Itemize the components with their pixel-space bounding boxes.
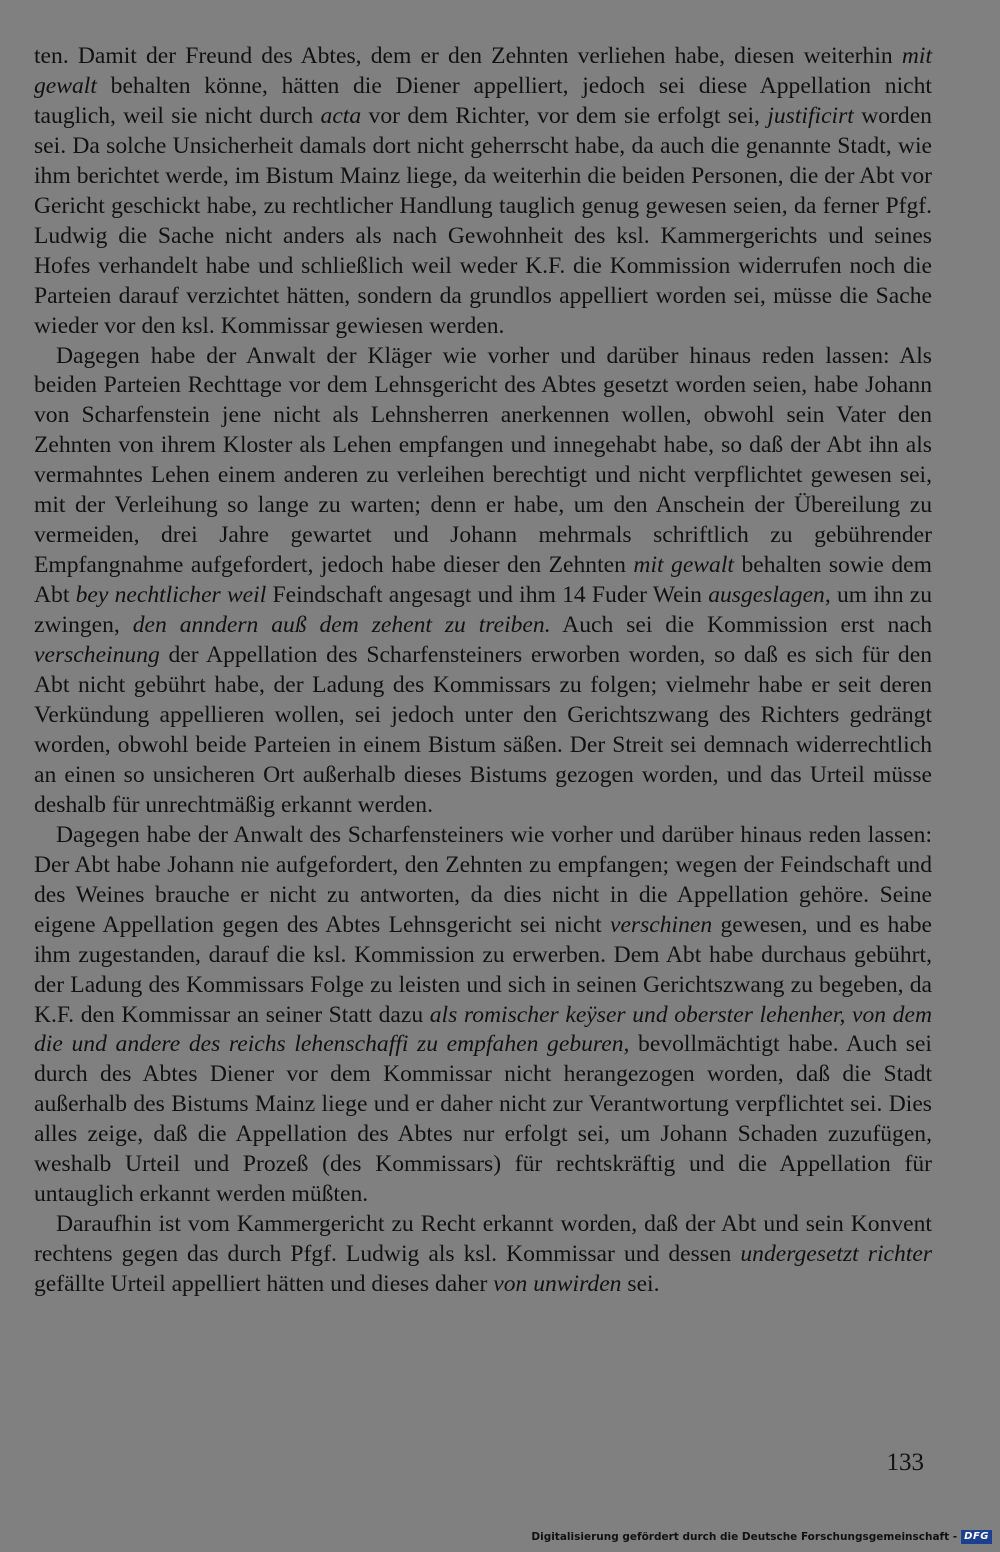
italic-quote: ausgeslagen, (708, 582, 831, 609)
italic-quote: acta (320, 102, 362, 129)
paragraph (34, 342, 932, 821)
paragraph (34, 821, 932, 1210)
text-segment: ten. Damit der Freund des Abtes, dem er den Zehnten verliehen habe, diesen weiterhin (34, 43, 902, 69)
text-segment: gefällte Urteil appelliert hätten und dieses daher (34, 1271, 494, 1298)
text-segment: sei. (621, 1271, 660, 1298)
text-segment: worden sei. Da solche Unsicherheit damals dort nicht geherrscht habe, da auch die genannte Stadt, wie ihm berichtet werde, im Bistum Mainz liege, da weiterhin die beiden Personen, die der Abt vor Gericht geschickt habe, zu rechtlicher Handlung tauglich genug gewesen seien, da ferner Pfgf. Ludwig die Sache nicht anders als nach Gewohnheit des ksl. Kammergerichts und seines Hofes verhandelt habe und schließlich weil weder K.F. die Kommission widerrufen noch die Parteien darauf verzichtet hätten, sondern da grundlos appelliert worden sei, müsse die Sache wieder vor den ksl. Kommissar gewiesen werden. (34, 102, 932, 339)
text-segment: behalten sowie dem Abt (34, 552, 933, 609)
digitization-footer (531, 1528, 992, 1546)
italic-quote: undergesetzt richter (740, 1241, 932, 1268)
dfg-logo-icon: DFG (961, 1530, 992, 1544)
text-segment: bevollmächtigt habe. Auch sei durch des Abtes Diener vor dem Kommissar nicht herangezogen worden, daß die Stadt außerhalb des Bistums Mainz liege und er daher nicht zur Verantwortung verpflichtet sei. Dies alles zeige, daß die Appellation des Abtes nur erfolgt sei, um Johann Schaden zuzufügen, weshalb Urteil und Prozeß (des Kommissars) für rechtskräftig und die Appellation für untauglich erkannt werden müßten. (34, 1031, 932, 1208)
italic-quote: als romischer keÿser und oberster lehenher, von dem die und andere des reichs lehenschaffi zu empfahen geburen, (34, 1001, 932, 1058)
italic-quote: von unwirden (493, 1271, 622, 1298)
text-segment: Feindschaft angesagt und ihm 14 Fuder Wein (266, 582, 709, 609)
text-segment: Dagegen habe der Anwalt der Kläger wie vorher und darüber hinaus reden lassen: Als beiden Parteien Rechttage vor dem Lehnsgericht des Abtes gesetzt worden seien, habe Johann von Scharfenstein jene nicht als Lehnsherren anerkennen wollen, obwohl sein Vater den Zehnten von ihrem Kloster als Lehen empfangen und innegehabt habe, so daß der Abt ihn als vermahntes Lehen einem anderen zu verleihen berechtigt und nicht verpflichtet gewesen sei, mit der Verleihung so lange zu warten; denn er habe, um den Anschein der Übereilung zu vermeiden, drei Jahre gewartet und Johann mehrmals schriftlich zu gebührender Empfangnahme aufgefordert, jedoch habe dieser den Zehnten (34, 342, 932, 579)
italic-quote: den anndern auß dem zehent zu treiben. (132, 612, 551, 639)
body-text (34, 42, 932, 1300)
text-segment: Daraufhin ist vom Kammergericht zu Recht erkannt worden, daß der Abt und sein Konvent rechtens gegen das durch Pfgf. Ludwig als ksl. Kommissar und dessen (34, 1211, 932, 1268)
italic-quote: bey nechtlicher weil (75, 582, 267, 609)
italic-quote: justificirt (767, 102, 854, 129)
italic-quote: mit gewalt (34, 43, 932, 99)
text-segment: behalten könne, hätten die Diener appelliert, jedoch sei diese Appellation nicht tauglich, weil sie nicht durch (34, 72, 932, 129)
text-segment: der Appellation des Scharfensteiners erworben worden, so daß es sich für den Abt nicht gebührt habe, der Ladung des Kommissars zu folgen; vielmehr habe er seit deren Verkündung appellieren wollen, sei jedoch unter den Gerichtszwang des Richters gedrängt worden, obwohl beide Parteien in einem Bistum säßen. Der Streit sei demnach widerrechtlich an einen so unsicheren Ort außerhalb dieses Bistums gezogen worden, und das Urteil müsse deshalb für unrechtmäßig erkannt werden. (34, 642, 932, 818)
text-segment: vor dem Richter, vor dem sie erfolgt sei, (361, 102, 768, 129)
paragraph (34, 42, 932, 342)
text-segment: um ihn zu zwingen, (34, 582, 932, 639)
italic-quote: verschinen (609, 911, 713, 938)
text-segment: Auch sei die Kommission erst nach (550, 612, 933, 639)
page-number: 133 (886, 1449, 924, 1476)
footer-credit-text: Digitalisierung gefördert durch die Deutsche Forschungsgemeinschaft - (531, 1531, 958, 1543)
text-segment: gewesen, und es habe ihm zugestanden, darauf die ksl. Kommission zu erwerben. Dem Abt habe durchaus gebührt, der Ladung des Kommissars Folge zu leisten und sich in seinen Gerichtszwang zu begeben, da K.F. den Kommissar an seiner Statt dazu (34, 911, 932, 1028)
paragraph (34, 1210, 932, 1300)
italic-quote: verscheinung (34, 642, 160, 669)
text-segment: Dagegen habe der Anwalt des Scharfensteiners wie vorher und darüber hinaus reden lassen: Der Abt habe Johann nie aufgefordert, den Zehnten zu empfangen; wegen der Feindschaft und des Weines brauche er nicht zu antworten, da dies nicht in die Appellation gehöre. Seine eigene Appellation gegen des Abtes Lehnsgericht sei nicht (34, 821, 932, 938)
italic-quote: mit gewalt (633, 552, 734, 579)
